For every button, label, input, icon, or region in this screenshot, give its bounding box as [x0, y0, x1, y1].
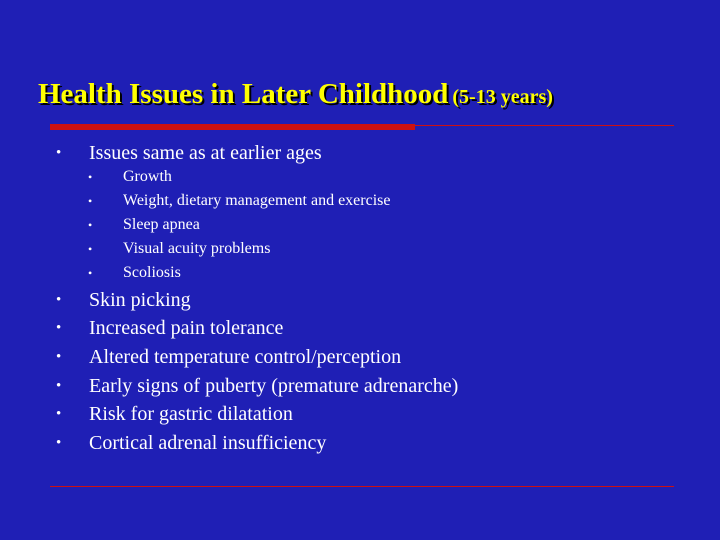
- bullet-dot-icon: •: [88, 170, 93, 184]
- slide-title: [38, 78, 698, 111]
- bullet-dot-icon: •: [56, 349, 62, 365]
- title-main: Health Issues in Later Childhood: [38, 78, 449, 110]
- bullet-text: Altered temperature control/perception: [89, 346, 402, 368]
- bullet-text: Skin picking: [89, 289, 191, 311]
- title-underline-thin: [415, 125, 674, 126]
- sub-bullet-text: Growth: [123, 168, 172, 185]
- sub-bullet-text: Sleep apnea: [123, 216, 200, 233]
- bullet-text: Increased pain tolerance: [89, 317, 284, 339]
- bullet-dot-icon: •: [56, 378, 62, 394]
- bullet-dot-icon: •: [56, 320, 62, 336]
- bottom-divider: [50, 486, 674, 487]
- bullet-dot-icon: •: [88, 194, 93, 208]
- bullet-dot-icon: •: [56, 435, 62, 451]
- title-subtitle: (5-13 years): [452, 86, 553, 108]
- bullet-text: Cortical adrenal insufficiency: [89, 432, 327, 454]
- sub-bullet-text: Scoliosis: [123, 264, 181, 281]
- sub-bullet-text: Weight, dietary management and exercise: [123, 192, 391, 209]
- bullet-dot-icon: •: [88, 242, 93, 256]
- bullet-text: Issues same as at earlier ages: [89, 142, 322, 164]
- bullet-dot-icon: •: [88, 266, 93, 280]
- title-underline-thick: [50, 124, 415, 130]
- bullet-dot-icon: •: [56, 406, 62, 422]
- bullet-text: Early signs of puberty (premature adrenarche): [89, 375, 459, 397]
- sub-bullet-text: Visual acuity problems: [123, 240, 271, 257]
- bullet-dot-icon: •: [56, 145, 62, 161]
- bullet-text: Risk for gastric dilatation: [89, 403, 293, 425]
- bullet-dot-icon: •: [88, 218, 93, 232]
- bullet-dot-icon: •: [56, 292, 62, 308]
